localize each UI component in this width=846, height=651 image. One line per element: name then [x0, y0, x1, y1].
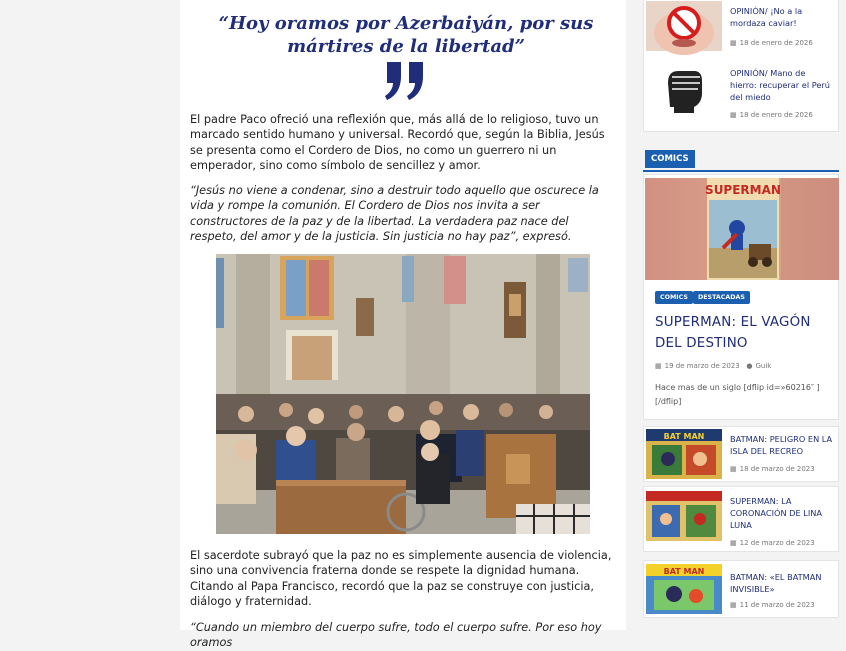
- article-quote-partial: “Cuando un miembro del cuerpo sufre, todo el cuerpo sufre. Por eso hoy oramos: [190, 621, 602, 650]
- svg-text:BAT MAN: BAT MAN: [663, 432, 705, 441]
- comic-title-link[interactable]: SUPERMAN: LA CORONACIÓN DE LINA LUNA: [730, 496, 822, 530]
- article-paragraph: El padre Paco ofreció una reflexión que, más allá de lo religioso, tuvo un marcado sentido humano y universal. Recordó que, según la Biblia, Jesús se presenta como el Cordero de Dios, no como un guerrero ni un emperador, sino como símbolo de sencillez y amor.: [190, 113, 605, 172]
- svg-text:BAT MAN: BAT MAN: [663, 567, 705, 576]
- church-congregation-photo[interactable]: [216, 254, 590, 534]
- post-date: ▦ 18 de enero de 2026: [730, 39, 813, 47]
- calendar-icon: ▦: [655, 362, 662, 370]
- batman-comic-thumbnail[interactable]: [646, 429, 722, 479]
- article-body: [180, 0, 626, 650]
- superman-comic-cover-image[interactable]: [645, 178, 839, 280]
- fist-thumbnail[interactable]: [646, 63, 722, 113]
- comics-section-header: [643, 148, 839, 172]
- article-quote: “Jesús no viene a condenar, sino a destruir todo aquello que oscurece la vida y rompe la comunión. El Cordero de Dios nos invita a ser constructores de la paz y de la libertad. La verdadera paz nace del respeto, del amor y de la justicia. Sin justicia no hay paz”, expresó.: [190, 184, 599, 243]
- featured-post-title-link[interactable]: SUPERMAN: EL VAGÓN DEL DESTINO: [655, 315, 811, 351]
- calendar-icon: ▦: [730, 539, 737, 547]
- batman-comic-thumbnail[interactable]: [646, 564, 722, 614]
- post-date: ▦ 11 de marzo de 2023: [730, 601, 815, 609]
- comic-list-item[interactable]: [643, 426, 839, 482]
- featured-post-meta: ▦ 19 de marzo de 2023 ● Guik: [655, 362, 772, 370]
- post-title-link[interactable]: OPINIÓN/ ¡No a la mordaza caviar!: [730, 6, 803, 28]
- calendar-icon: ▦: [730, 465, 737, 473]
- user-icon: ●: [746, 362, 753, 370]
- tag-destacadas[interactable]: DESTACADAS: [693, 291, 750, 304]
- sidebar: [643, 0, 839, 630]
- post-title-link[interactable]: OPINIÓN/ Mano de hierro: recuperar el Perú del miedo: [730, 68, 830, 102]
- calendar-icon: ▦: [730, 39, 737, 47]
- closing-quote-icon: [383, 58, 429, 102]
- post-date: ▦ 18 de enero de 2026: [730, 111, 813, 119]
- featured-post-excerpt: Hace mas de un siglo [dflip id=»60216″ ][/dflip]: [655, 383, 820, 406]
- section-label[interactable]: COMICS: [645, 150, 695, 168]
- post-date: ▦ 12 de marzo de 2023: [730, 539, 815, 547]
- author-link[interactable]: Guik: [755, 362, 772, 370]
- comic-cover-title: SUPERMAN: [705, 183, 781, 197]
- calendar-icon: ▦: [730, 111, 737, 119]
- comic-title-link[interactable]: BATMAN: PELIGRO EN LA ISLA DEL RECREO: [730, 434, 833, 456]
- calendar-icon: ▦: [730, 601, 737, 609]
- censored-mouth-thumbnail[interactable]: [646, 1, 722, 51]
- recent-posts-card: [643, 0, 839, 132]
- tag-comics[interactable]: COMICS: [655, 291, 693, 304]
- article-paragraph: El sacerdote subrayó que la paz no es simplemente ausencia de violencia, sino una convivencia fraterna donde se respete la dignidad humana. Citando al Papa Francisco, recordó que la paz se construye con justicia, diálogo y fraternidad.: [190, 549, 612, 608]
- article-subheadline: “Hoy oramos por Azerbaiyán, por sus mártires de la libertad”: [218, 13, 594, 57]
- post-date: ▦ 18 de marzo de 2023: [730, 465, 815, 473]
- comic-title-link[interactable]: BATMAN: «EL BATMAN INVISIBLE»: [730, 572, 822, 594]
- superman-comic-thumbnail[interactable]: [646, 491, 722, 541]
- comic-list-item[interactable]: [643, 486, 839, 552]
- comic-list-item[interactable]: [643, 560, 839, 618]
